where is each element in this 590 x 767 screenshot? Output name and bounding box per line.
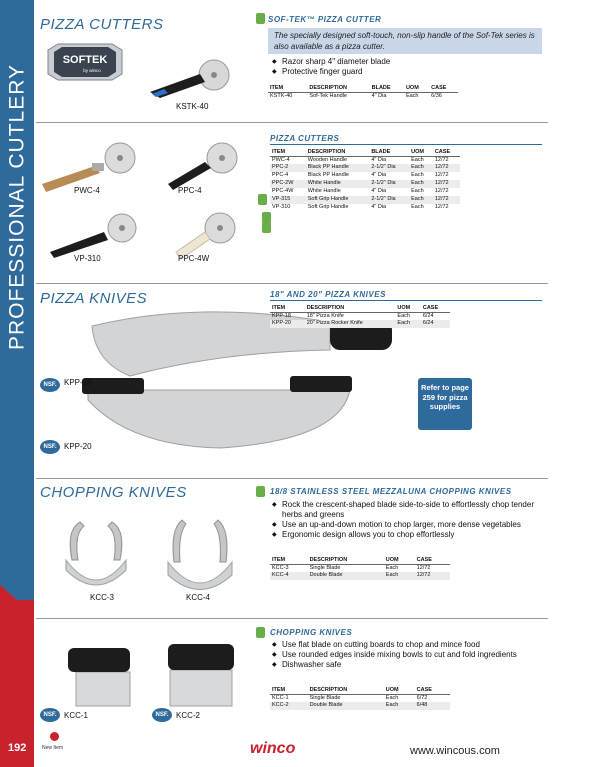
cell: Each [409,196,433,204]
table-header-row [270,304,450,312]
cell: 2-1/2" Dia [369,180,409,188]
cell: 2-1/2" Dia [369,196,409,204]
col-item: ITEM [268,84,307,92]
cell: PPC-2W [270,180,306,188]
label-kpp-20: KPP-20 [64,442,92,451]
col-uom: UOM [404,84,429,92]
chopping-table [270,686,450,710]
cell: PPC-4 [272,172,289,178]
cell: Each [411,156,424,163]
cell: Each [385,564,399,571]
pizza-cutters-table [270,148,460,212]
mezzaluna-table [270,556,450,580]
cell: KCC-2 [270,702,308,710]
cell: KPP-20 [270,320,305,328]
cell: KCC-4 [270,572,308,580]
page-number: 192 [8,742,27,754]
cell: 4" Dia [371,92,387,99]
pwc-4-image [42,143,135,192]
softek-logo [48,44,122,80]
bullet-item: ◆ Use an up-and-down motion to chop larger, more dense vegetables [272,520,542,530]
table-row [270,172,460,180]
section-title-pizza-cutters: PIZZA CUTTERS [40,16,164,33]
section-title-pizza-knives: PIZZA KNIVES [40,290,148,307]
bullet-item: ◆ Protective finger guard [272,67,542,77]
table-row [270,204,460,212]
cell: 12/72 [433,196,460,204]
cell: Each [409,164,433,172]
cell: 4" Dia [371,156,387,163]
bullet-item: ◆ Use rounded edges inside mixing bowls to cut and fold ingredients [272,650,542,660]
cell: Each [395,320,420,328]
band-title: PROFESSIONAL CUTLERY [5,63,29,351]
chopping-heading: CHOPPING KNIVES [270,628,353,637]
table-row [270,694,450,702]
softek-heading: SOF-TEK™ PIZZA CUTTER [268,15,382,24]
col-uom: UOM [384,686,415,694]
cell: Each [409,180,433,188]
section-title-chopping-knives: CHOPPING KNIVES [40,484,187,501]
label-ppc-4w: PPC-4W [178,254,210,263]
col-uom: UOM [395,304,420,312]
ppc-4-image [168,143,237,190]
green-bag-icon [256,486,265,497]
softek-table [268,84,458,100]
cell: 6/48 [415,702,450,710]
cell: Black PP Handle [307,172,349,178]
svg-text:SOFTEK: SOFTEK [62,54,108,66]
cell: 12/72 [433,180,460,188]
col-item: ITEM [270,556,308,564]
softek-bullets [272,57,542,77]
cell: Each [397,312,410,319]
kcc-2-image [168,644,234,706]
bullet-item: ◆ Rock the crescent-shaped blade side-to-side to effortlessly chop tender herbs and greens [272,500,542,520]
ppc-4w-image [176,213,235,259]
col-blade: BLADE [370,84,404,92]
cell: 12/72 [434,156,449,163]
cell: Each [405,92,419,99]
col-item: ITEM [270,148,306,156]
cell: KCC-1 [272,694,289,701]
col-description: DESCRIPTION [305,304,396,312]
cell: 12/72 [434,204,449,210]
col-uom: UOM [409,148,433,156]
label-vp-310: VP-310 [74,254,101,263]
cell: VP-310 [272,204,291,210]
cell: 18" Pizza Knife [306,312,344,319]
table-row [270,320,450,328]
label-kpp-18: KPP-18 [64,378,92,387]
label-kcc-2: KCC-2 [176,711,201,720]
table-row [270,702,450,710]
table-row [268,92,458,100]
cell: Soft Grip Handle [306,196,370,204]
cell: 4" Dia [371,172,387,178]
green-bag-icon [262,222,271,233]
green-bag-icon [256,627,265,638]
cell: Black PP Handle [306,164,370,172]
table-row [270,572,450,580]
col-case: CASE [415,686,450,694]
bullet-item: ◆ Use flat blade on cutting boards to chop and mince food [272,640,542,650]
col-description: DESCRIPTION [308,686,384,694]
pizza-knives-table [270,304,450,328]
table-header-row [270,148,460,156]
table-header-row [270,686,450,694]
table-row [270,164,460,172]
kcc-4-image [168,520,232,590]
cell: Each [385,694,399,701]
col-item: ITEM [270,304,305,312]
cell: KCC-3 [272,564,289,571]
cell: White Handle [306,180,370,188]
bullet-item: ◆ Ergonomic design allows you to chop effortlessly [272,530,542,540]
cell: Double Blade [308,572,384,580]
vp-310-image [50,214,136,258]
col-case: CASE [429,84,458,92]
cell: 12/72 [433,164,460,172]
svg-text:by winco: by winco [83,68,101,73]
cell: White Handle [307,188,341,194]
nsf-icon: NSF. [40,440,60,454]
kstk-40-image [150,60,229,98]
table-header-row [270,556,450,564]
pizza-cutters-heading: PIZZA CUTTERS [270,134,340,143]
cell: Sof-Tek Handle [309,92,347,99]
heading-rule [270,300,542,301]
cell: 6/72 [416,694,428,701]
new-item-label: New Item [42,745,64,751]
cell: 20" Pizza Rocker Knife [305,320,396,328]
winco-logo: winco [250,740,296,757]
cell: 6/24 [421,320,450,328]
website-link[interactable]: www.wincous.com [410,745,500,757]
table-row [270,564,450,572]
cell: KSTK-40 [270,92,293,99]
green-bag-icon [258,194,267,205]
cell: Single Blade [309,564,341,571]
label-kcc-4: KCC-4 [186,593,211,602]
nsf-icon: NSF. [152,708,172,722]
bullet-item: ◆ Dishwasher safe [272,660,542,670]
label-ppc-4: PPC-4 [178,186,202,195]
kcc-1-image [68,648,130,706]
cell: Single Blade [309,694,341,701]
table-row [270,312,450,320]
table-row [270,196,460,204]
refer-box: Refer to page 259 for pizza supplies [418,378,472,430]
label-kstk-40: KSTK-40 [176,102,209,111]
nsf-icon: NSF. [40,378,60,392]
cell: 4" Dia [371,188,387,194]
kpp-20-image [82,376,352,448]
heading-rule [270,144,542,145]
mezzaluna-bullets [272,500,542,540]
cell: Each [411,188,424,194]
cell: Double Blade [308,702,384,710]
cell: VP-315 [270,196,306,204]
col-description: DESCRIPTION [308,556,384,564]
green-bag-icon [256,13,265,24]
col-item: ITEM [270,686,308,694]
cell: KPP-18 [272,312,291,319]
table-header-row [268,84,458,92]
cell: 2-1/2" Dia [369,164,409,172]
col-case: CASE [433,148,460,156]
cell: 12/72 [416,564,431,571]
kcc-3-image [66,522,126,585]
cell: 12/72 [434,188,449,194]
cell: 12/72 [415,572,450,580]
label-kcc-1: KCC-1 [64,711,89,720]
table-row [270,188,460,196]
table-row [270,180,460,188]
cell: Each [384,702,415,710]
cell: 4" Dia [371,204,387,210]
cell: Soft Grip Handle [307,204,349,210]
col-uom: UOM [384,556,415,564]
cell: Wooden Handle [307,156,348,163]
col-description: DESCRIPTION [306,148,370,156]
cell: Each [411,204,424,210]
col-blade: BLADE [369,148,409,156]
cell: 12/72 [434,172,449,178]
cell: 6/36 [431,92,442,99]
bullet-item: ◆ Razor sharp 4" diameter blade [272,57,542,67]
col-case: CASE [421,304,450,312]
label-pwc-4: PWC-4 [74,186,100,195]
label-kcc-3: KCC-3 [90,593,115,602]
cell: Each [384,572,415,580]
table-row [270,156,460,164]
chopping-bullets [272,640,542,670]
softek-tagline: The specially designed soft-touch, non-slip handle of the Sof-Tek series is also available as a pizza cutter. [268,28,542,54]
cell: PPC-4W [272,188,294,194]
cell: 6/24 [422,312,434,319]
mezzaluna-heading: 18/8 STAINLESS STEEL MEZZALUNA CHOPPING KNIVES [270,487,512,496]
pizza-knives-heading: 18" AND 20" PIZZA KNIVES [270,290,386,299]
cell: PPC-2 [270,164,306,172]
col-description: DESCRIPTION [307,84,369,92]
col-case: CASE [415,556,450,564]
cell: PWC-4 [272,156,290,163]
cell: Each [411,172,424,178]
nsf-icon: NSF. [40,708,60,722]
